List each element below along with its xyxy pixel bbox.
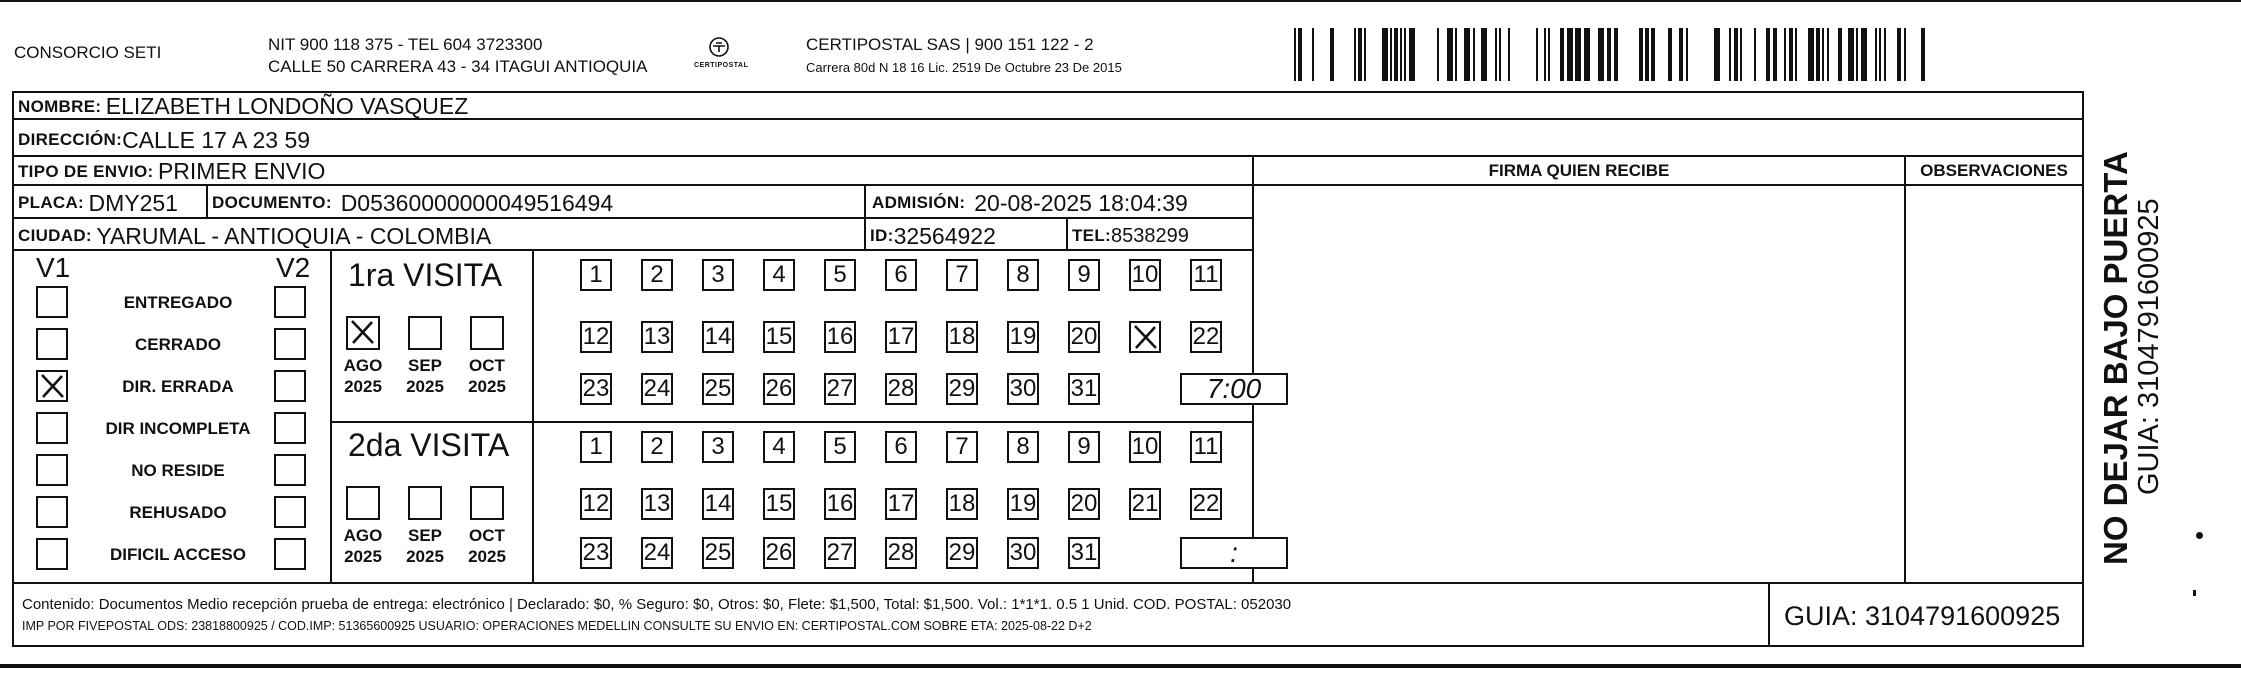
day-box[interactable]: 21 [1129,488,1161,520]
dot-mark [2193,590,2196,596]
v1-checkbox[interactable] [36,370,68,402]
day-box[interactable]: 5 [824,259,856,291]
day-box[interactable]: 18 [946,321,978,353]
day-box[interactable]: 22 [1190,321,1222,353]
direccion-field [18,124,310,156]
documento-field [212,188,613,218]
id-value: 32564922 [893,222,996,249]
year-label: 2025 [406,377,444,396]
day-box[interactable]: 6 [885,431,917,463]
day-box[interactable]: 22 [1190,488,1222,520]
page-edge [0,0,2241,2]
day-box[interactable]: 11 [1190,259,1222,291]
day-box[interactable]: 6 [885,259,917,291]
direccion-label: DIRECCIÓN: [18,130,123,149]
day-box[interactable]: 28 [885,373,917,405]
day-box[interactable]: 28 [885,537,917,569]
nombre-field [18,93,468,120]
v1-label: V1 [36,252,71,283]
nombre-label: NOMBRE: [18,96,102,116]
visit1-title: 1ra VISITA [348,257,503,293]
day-box[interactable]: 25 [702,537,734,569]
day-box[interactable]: 9 [1068,431,1100,463]
observaciones-header: OBSERVACIONES [1920,161,2068,180]
placa-value: DMY251 [88,189,178,216]
year-label: 2025 [344,377,382,396]
barcode [1288,28,1926,81]
tel-field [1072,221,1189,251]
day-box[interactable]: 4 [763,431,795,463]
ciudad-value: YARUMAL - ANTIOQUIA - COLOMBIA [96,222,492,249]
day-box[interactable]: 30 [1007,373,1039,405]
v1-checkbox[interactable] [36,328,68,360]
year-label: 2025 [468,547,506,566]
day-box[interactable]: 1 [580,259,612,291]
month-label: OCT [469,526,505,545]
firma-header: FIRMA QUIEN RECIBE [1488,161,1670,180]
direccion-value: CALLE 17 A 23 59 [122,126,311,153]
v2-checkbox[interactable] [274,454,306,486]
day-box[interactable]: 30 [1007,537,1039,569]
day-box[interactable]: 3 [702,431,734,463]
day-box[interactable]: 23 [580,373,612,405]
day-box[interactable]: 12 [580,488,612,520]
day-box[interactable]: 27 [824,537,856,569]
time-box[interactable]: 7:00 [1180,373,1288,405]
day-box[interactable]: 7 [946,431,978,463]
day-box[interactable]: 13 [641,321,673,353]
v2-label: V2 [276,252,311,283]
tipo-value: PRIMER ENVIO [157,158,326,184]
tipo-field [18,157,325,186]
divider [1904,157,1906,582]
day-box[interactable]: 13 [641,488,673,520]
day-box[interactable]: 27 [824,373,856,405]
id-label: ID: [870,226,894,245]
day-box[interactable]: 20 [1068,321,1100,353]
month-label: SEP [407,356,443,375]
v2-checkbox[interactable] [274,328,306,360]
year-label: 2025 [468,377,506,396]
documento-label: DOCUMENTO: [212,193,332,212]
day-box[interactable]: 29 [946,373,978,405]
status-option-label: CERRADO [135,335,221,354]
admision-field [872,188,1188,218]
v1-checkbox[interactable] [36,454,68,486]
day-box[interactable]: 17 [885,488,917,520]
day-box[interactable]: 8 [1007,431,1039,463]
divider [332,421,1252,423]
v1-checkbox[interactable] [36,286,68,318]
certipostal-logo-icon [704,36,734,62]
side-guia: GUIA: 3104791600925 [2133,198,2165,495]
day-box[interactable]: 23 [580,537,612,569]
status-option-label: REHUSADO [129,503,227,522]
day-box[interactable]: 26 [763,373,795,405]
ciudad-label: CIUDAD: [18,226,92,245]
divider [1768,584,1770,646]
certipostal-license: Carrera 80d N 18 16 Lic. 2519 De Octubre 23 De 2015 [806,60,1122,75]
day-box[interactable]: 10 [1129,431,1161,463]
day-box[interactable]: 19 [1007,488,1039,520]
day-box[interactable]: 14 [702,321,734,353]
day-box[interactable]: 31 [1068,537,1100,569]
company-name: CONSORCIO SETI [14,43,162,62]
v1-checkbox[interactable] [36,412,68,444]
admision-value: 20-08-2025 18:04:39 [974,189,1188,216]
address-line: CALLE 50 CARRERA 43 - 34 ITAGUI ANTIOQUIA [268,57,648,76]
day-box[interactable]: 7 [946,259,978,291]
month-checkbox[interactable] [470,316,504,350]
divider [1254,184,2082,186]
month-label: SEP [407,526,443,545]
divider [206,186,208,219]
tel-value: 8538299 [1110,224,1189,247]
day-box[interactable]: 14 [702,488,734,520]
month-checkbox[interactable] [470,486,504,520]
status-option-label: DIR. ERRADA [122,377,234,396]
v1-checkbox[interactable] [36,538,68,570]
day-box[interactable]: 2 [641,259,673,291]
nombre-value: ELIZABETH LONDOÑO VASQUEZ [105,93,469,119]
v2-checkbox[interactable] [274,412,306,444]
footer-guia: GUIA: 3104791600925 [1784,601,2061,631]
month-label: AGO [343,356,383,375]
observations-area[interactable] [1908,188,2080,580]
month-label: OCT [469,356,505,375]
status-option-label: NO RESIDE [131,461,225,480]
nit-line: NIT 900 118 375 - TEL 604 3723300 [268,35,543,54]
divider [1252,157,1254,582]
day-box[interactable]: 1 [580,431,612,463]
tel-label: TEL: [1072,226,1111,245]
month-checkbox[interactable] [346,486,380,520]
day-box[interactable]: 18 [946,488,978,520]
day-box[interactable]: 12 [580,321,612,353]
month-checkbox[interactable] [408,316,442,350]
day-box[interactable]: 16 [824,321,856,353]
tipo-label: TIPO DE ENVIO: [18,161,154,181]
contenido-text: Contenido: Documentos Medio recepción prueba de entrega: electrónico | Declarado: $0, % Seguro: $0, Otros: $0, Flete: $1,500, Total: $1,500. Vol.: 1*1*1. 0.5 1 Unid. COD. POSTAL: 052030 [22,596,1292,613]
day-box[interactable]: 31 [1068,373,1100,405]
day-box[interactable]: 8 [1007,259,1039,291]
status-option-label: DIFICIL ACCESO [109,545,246,564]
placa-label: PLACA: [18,193,85,212]
day-box[interactable]: 11 [1190,431,1222,463]
imp-text: IMP POR FIVEPOSTAL ODS: 23818800925 / COD.IMP: 51365600925 USUARIO: OPERACIONES MEDELLIN CONSULTE SU ENVIO EN: CERTIPOSTAL.COM SOBRE ETA: 2025-08-22 D+2 [22,619,1092,633]
day-box[interactable]: 15 [763,488,795,520]
v1-checkbox[interactable] [36,496,68,528]
v2-checkbox[interactable] [274,370,306,402]
v2-checkbox[interactable] [274,538,306,570]
time-box[interactable]: : [1180,537,1288,569]
day-box[interactable]: 16 [824,488,856,520]
divider [864,186,866,219]
divider [532,251,534,582]
divider [1066,219,1068,251]
day-box[interactable]: 25 [702,373,734,405]
month-checkbox[interactable] [408,486,442,520]
page-edge [0,664,2241,668]
v2-checkbox[interactable] [274,496,306,528]
day-box[interactable]: 5 [824,431,856,463]
divider [330,251,332,582]
day-box[interactable]: 17 [885,321,917,353]
placa-field [18,188,178,218]
day-box[interactable]: 19 [1007,321,1039,353]
year-label: 2025 [406,547,444,566]
month-checkbox[interactable] [346,316,380,350]
month-label: AGO [343,526,383,545]
direccion-row [14,120,2082,157]
day-box[interactable]: 10 [1129,259,1161,291]
dot-mark [2196,532,2203,539]
signature-area[interactable] [1256,188,1902,580]
day-box[interactable]: 24 [641,537,673,569]
certipostal-line: CERTIPOSTAL SAS | 900 151 122 - 2 [806,35,1094,54]
admision-label: ADMISIÓN: [872,193,966,212]
status-option-label: DIR INCOMPLETA [105,419,251,438]
logo-text: CERTIPOSTAL [694,62,749,69]
v2-checkbox[interactable] [274,286,306,318]
day-box[interactable]: 26 [763,537,795,569]
day-box[interactable]: 15 [763,321,795,353]
day-box[interactable]: 3 [702,259,734,291]
year-label: 2025 [344,547,382,566]
day-box[interactable]: 20 [1068,488,1100,520]
day-box[interactable]: 24 [641,373,673,405]
day-box[interactable]: 9 [1068,259,1100,291]
day-box[interactable]: 2 [641,431,673,463]
id-field [870,221,996,251]
day-box[interactable] [1129,321,1161,353]
status-option-label: ENTREGADO [123,293,233,312]
divider [864,219,866,251]
no-dejar-text: NO DEJAR BAJO PUERTA [2097,151,2134,565]
day-box[interactable]: 4 [763,259,795,291]
day-box[interactable]: 29 [946,537,978,569]
divider [14,582,2082,584]
documento-value: D05360000000049516494 [340,189,614,216]
visit2-title: 2da VISITA [348,427,510,463]
ciudad-field [18,221,491,251]
